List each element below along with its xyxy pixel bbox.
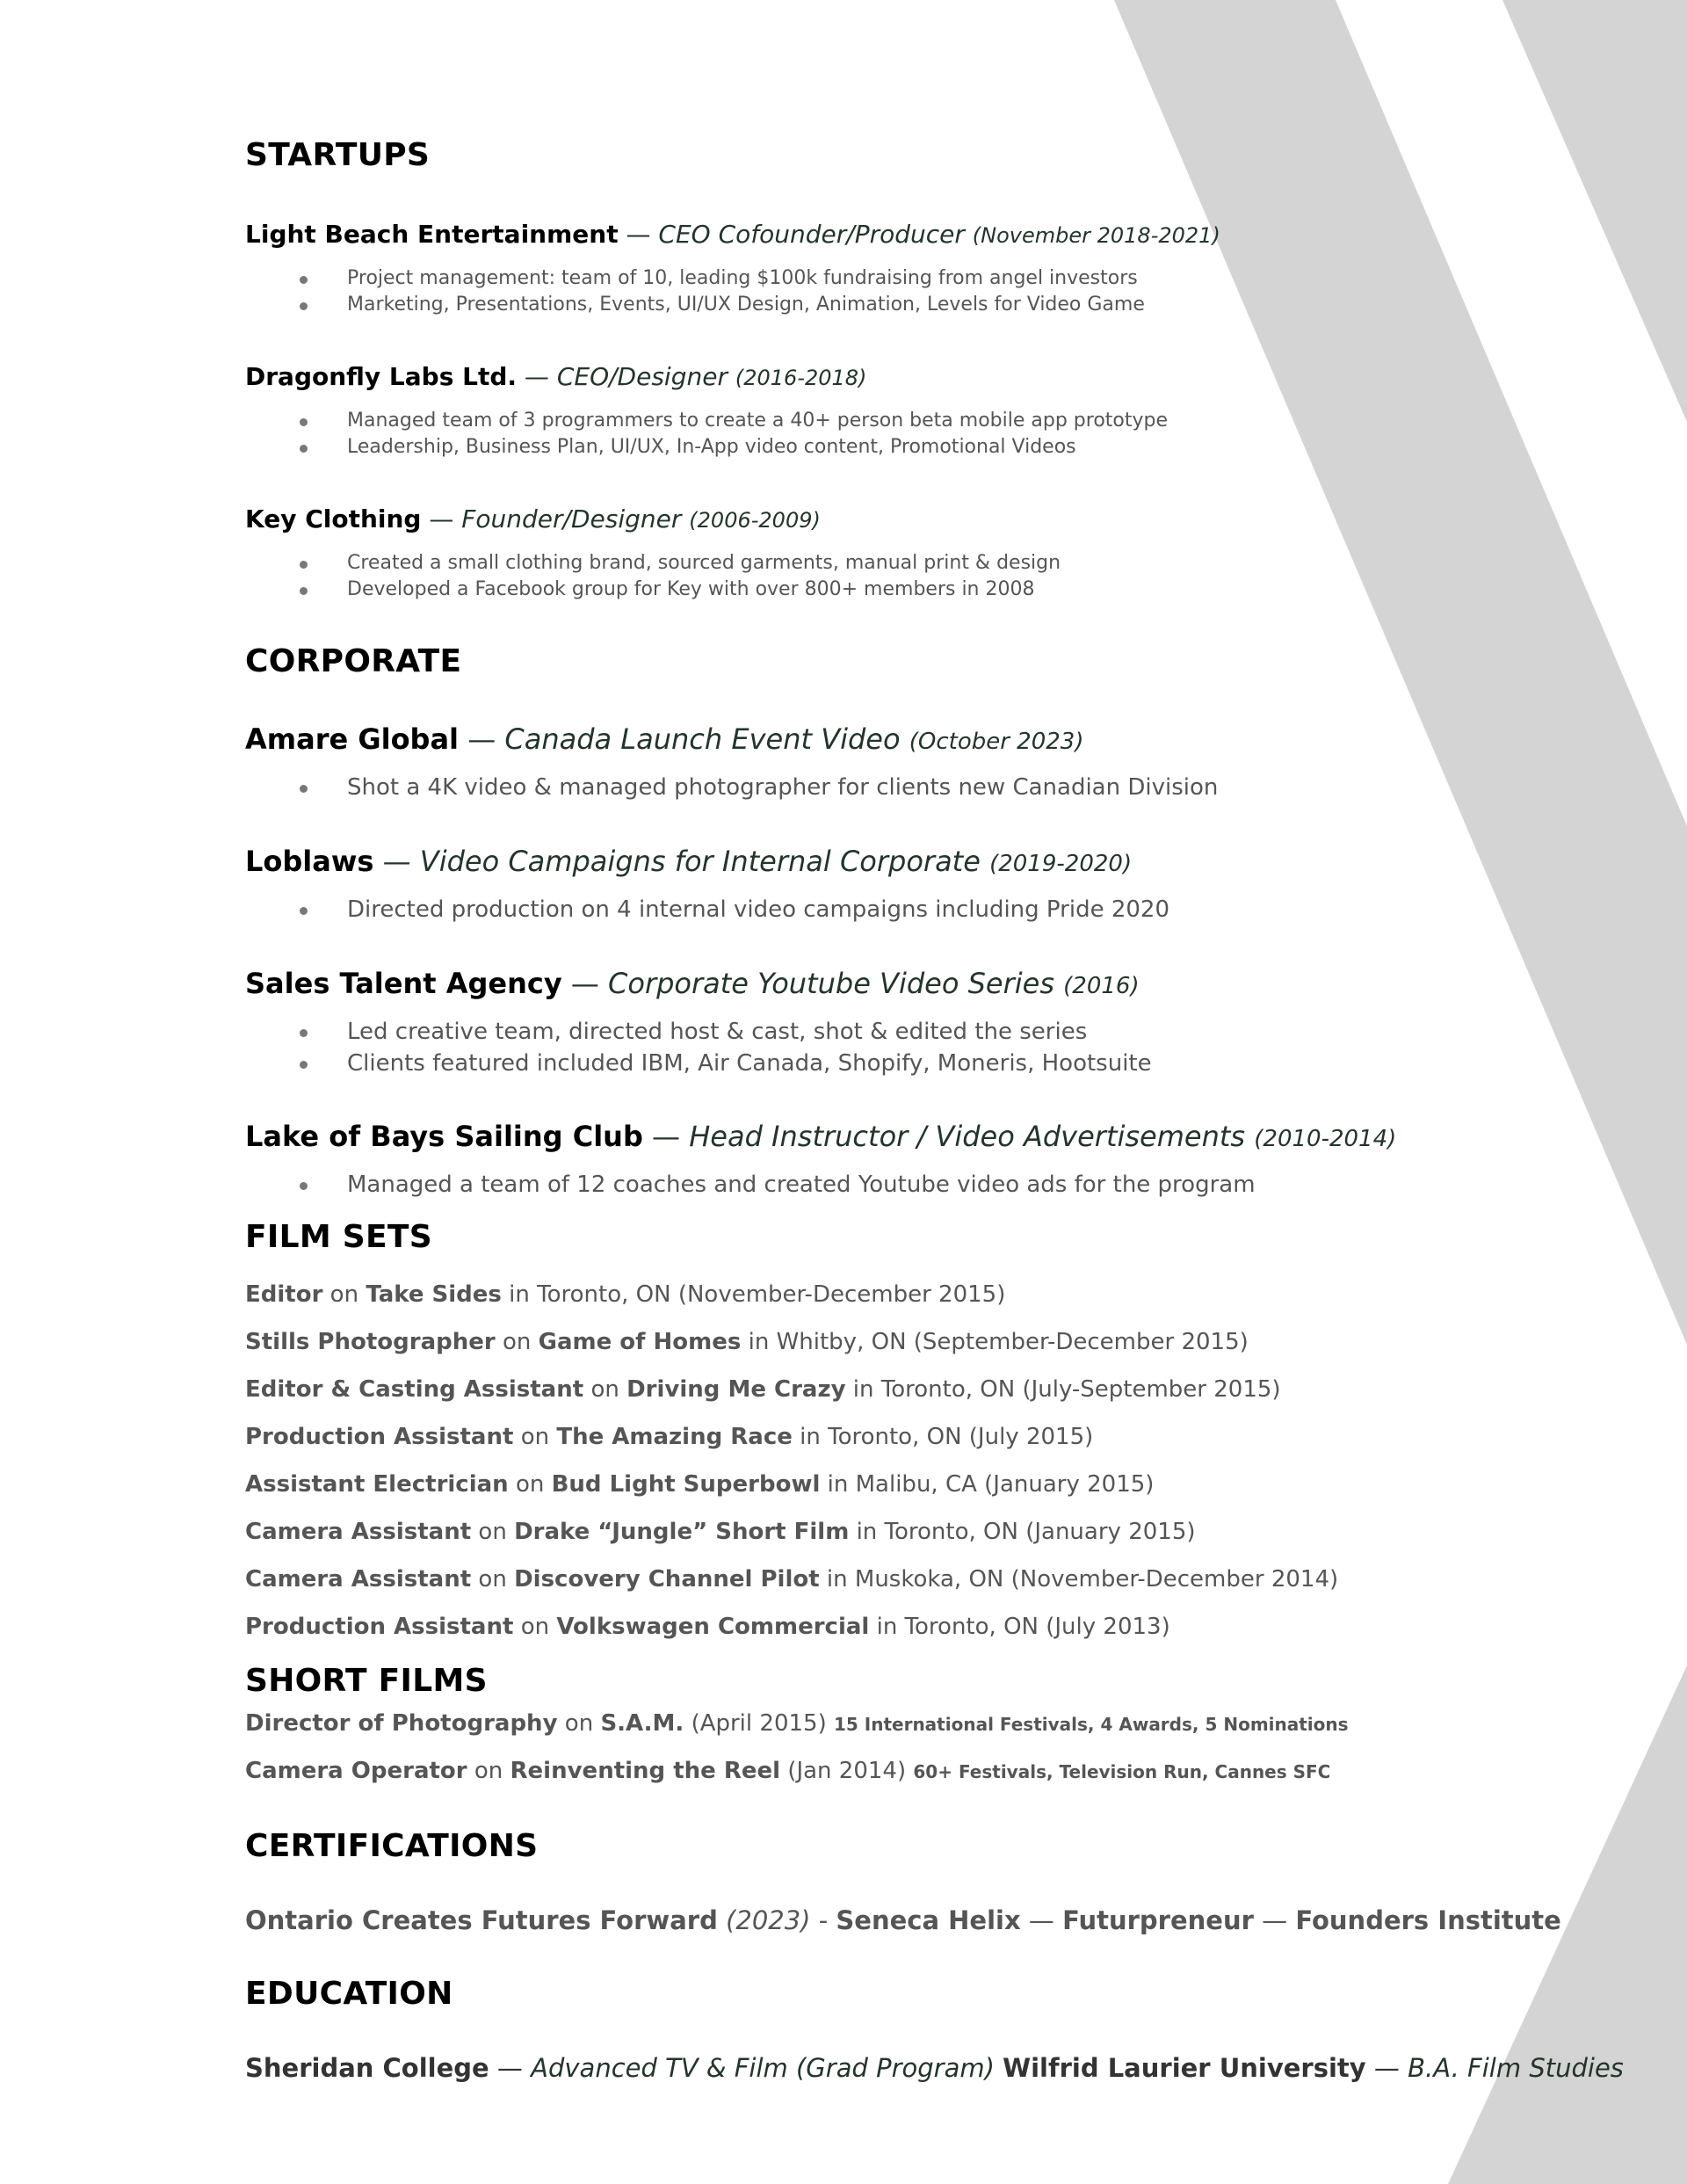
job-role: Canada Launch Event Video (504, 722, 901, 756)
credit-details: in Malibu, CA (January 2015) (827, 1471, 1155, 1498)
credit-details: in Whitby, ON (September-December 2015) (748, 1329, 1249, 1355)
credit-role: Editor (245, 1281, 323, 1308)
job-heading (245, 967, 1140, 1000)
section-title-corporate: CORPORATE (245, 643, 462, 679)
company-name: Amare Global (245, 722, 460, 756)
credit-on: on (474, 1758, 503, 1784)
bullet-item: Managed team of 3 programmers to create a 40+ person beta mobile app prototype (245, 408, 1168, 434)
section-title-film-sets: FILM SETS (245, 1219, 432, 1255)
credit-project: Take Sides (366, 1281, 502, 1308)
job-date: (2016) (1063, 973, 1140, 999)
film-credit (245, 1519, 1196, 1545)
job-role: CEO Cofounder/Producer (658, 220, 965, 249)
dash: — (1262, 1905, 1288, 1935)
cert-name: Ontario Creates Futures Forward (245, 1905, 718, 1935)
job-role: Corporate Youtube Video Series (608, 967, 1054, 1000)
credit-details: in Toronto, ON (July 2013) (876, 1614, 1170, 1640)
film-credit (245, 1281, 1005, 1308)
job-heading (245, 504, 821, 533)
credit-role: Editor & Casting Assistant (245, 1376, 584, 1403)
bullet-item: Project management: team of 10, leading $100k fundraising from angel investors (245, 265, 1145, 292)
credit-role: Director of Photography (245, 1710, 558, 1737)
film-credit (245, 1614, 1170, 1640)
section-title-certifications: CERTIFICATIONS (245, 1828, 539, 1864)
credit-awards: 60+ Festivals, Television Run, Cannes SFC (913, 1761, 1331, 1782)
credit-role: Camera Assistant (245, 1566, 472, 1593)
credit-project: Game of Homes (538, 1329, 742, 1355)
credit-details: (April 2015) (691, 1710, 827, 1737)
credit-details: in Toronto, ON (July 2015) (800, 1424, 1094, 1450)
film-credit (245, 1376, 1281, 1403)
bullet-list (245, 265, 1145, 318)
bullet-list (245, 894, 1169, 925)
cert-year: (2023) (726, 1905, 811, 1935)
dash: — (626, 220, 651, 249)
certifications-line (245, 1905, 1561, 1935)
company-name: Dragonfly Labs Ltd. (245, 362, 518, 391)
credit-role: Stills Photographer (245, 1329, 496, 1355)
credit-project: The Amazing Race (556, 1424, 793, 1450)
credit-project: Volkswagen Commercial (556, 1614, 870, 1640)
credit-role: Assistant Electrician (245, 1471, 509, 1498)
dash: — (429, 504, 454, 533)
film-credit (245, 1566, 1338, 1593)
credit-on: on (329, 1281, 359, 1308)
credit-on: on (478, 1519, 507, 1545)
bullet-item: Clients featured included IBM, Air Canada, Shopify, Moneris, Hootsuite (245, 1048, 1152, 1079)
credit-details: in Toronto, ON (July-September 2015) (852, 1376, 1281, 1403)
job-date: (November 2018-2021) (972, 223, 1220, 248)
credit-project: S.A.M. (600, 1710, 684, 1737)
program-name: Advanced TV & Film (Grad Program) (531, 2053, 995, 2083)
bullet-item: Managed a team of 12 coaches and created Youtube video ads for the program (245, 1169, 1256, 1201)
program-name: B.A. Film Studies (1408, 2053, 1624, 2083)
company-name: Sales Talent Agency (245, 967, 562, 1000)
credit-on: on (520, 1424, 550, 1450)
credit-project: Drake “Jungle” Short Film (514, 1519, 850, 1545)
credit-project: Reinventing the Reel (510, 1758, 781, 1784)
dash: — (1028, 1905, 1054, 1935)
bullet-list (245, 550, 1061, 603)
bullet-item: Shot a 4K video & managed photographer for clients new Canadian Division (245, 772, 1218, 803)
separator: - (818, 1905, 829, 1935)
job-heading (245, 362, 866, 391)
job-heading (245, 220, 1220, 249)
company-name: Loblaws (245, 845, 374, 878)
bullet-item: Marketing, Presentations, Events, UI/UX Design, Animation, Levels for Video Game (245, 292, 1145, 318)
bullet-item: Led creative team, directed host & cast, shot & edited the series (245, 1016, 1152, 1048)
credit-on: on (502, 1329, 532, 1355)
credit-role: Camera Assistant (245, 1519, 472, 1545)
section-title-startups: STARTUPS (245, 137, 431, 173)
dash: — (524, 362, 549, 391)
bullet-list (245, 1169, 1256, 1201)
job-heading (245, 722, 1084, 756)
job-role: Head Instructor / Video Advertisements (689, 1120, 1246, 1153)
credit-role: Production Assistant (245, 1424, 514, 1450)
credit-on: on (515, 1471, 545, 1498)
bullet-item: Developed a Facebook group for Key with over 800+ members in 2008 (245, 577, 1061, 603)
job-date: (October 2023) (909, 729, 1084, 755)
short-film-credit (245, 1710, 1349, 1737)
job-date: (2019-2020) (989, 851, 1133, 877)
job-date: (2010-2014) (1254, 1126, 1397, 1152)
credit-role: Camera Operator (245, 1758, 467, 1784)
short-film-credit (245, 1758, 1330, 1784)
dash: — (570, 967, 599, 1000)
job-role: Founder/Designer (461, 504, 682, 533)
bullet-list (245, 772, 1218, 803)
section-title-education: EDUCATION (245, 1976, 453, 2012)
education-line (245, 2053, 1624, 2083)
credit-details: in Toronto, ON (November-December 2015) (509, 1281, 1006, 1308)
dash: — (467, 722, 496, 756)
credit-project: Driving Me Crazy (626, 1376, 846, 1403)
job-role: Video Campaigns for Internal Corporate (419, 845, 981, 878)
cert-name: Founders Institute (1295, 1905, 1561, 1935)
dash: — (382, 845, 411, 878)
film-credit (245, 1424, 1093, 1450)
dash: — (496, 2053, 523, 2083)
dash: — (652, 1120, 681, 1153)
bullet-list (245, 1016, 1152, 1079)
section-title-short-films: SHORT FILMS (245, 1663, 488, 1699)
bullet-item: Directed production on 4 internal video campaigns including Pride 2020 (245, 894, 1169, 925)
credit-awards: 15 International Festivals, 4 Awards, 5 Nominations (833, 1714, 1349, 1735)
dash: — (1373, 2053, 1400, 2083)
bullet-item: Leadership, Business Plan, UI/UX, In-App video content, Promotional Videos (245, 434, 1168, 461)
credit-details: in Muskoka, ON (November-December 2014) (826, 1566, 1339, 1593)
cert-name: Seneca Helix (836, 1905, 1021, 1935)
job-date: (2006-2009) (689, 508, 821, 533)
company-name: Light Beach Entertainment (245, 220, 619, 249)
credit-on: on (520, 1614, 550, 1640)
credit-project: Bud Light Superbowl (551, 1471, 821, 1498)
job-heading (245, 845, 1132, 878)
cert-name: Futurpreneur (1062, 1905, 1254, 1935)
school-name: Wilfrid Laurier University (1003, 2053, 1366, 2083)
credit-details: in Toronto, ON (January 2015) (856, 1519, 1196, 1545)
job-role: CEO/Designer (556, 362, 728, 391)
credit-details: (Jan 2014) (787, 1758, 907, 1784)
job-date: (2016-2018) (735, 366, 867, 390)
bullet-list (245, 408, 1168, 461)
film-credit (245, 1329, 1249, 1355)
job-heading (245, 1120, 1396, 1153)
credit-on: on (478, 1566, 507, 1593)
credit-project: Discovery Channel Pilot (514, 1566, 820, 1593)
school-name: Sheridan College (245, 2053, 489, 2083)
bullet-item: Created a small clothing brand, sourced garments, manual print & design (245, 550, 1061, 577)
company-name: Lake of Bays Sailing Club (245, 1120, 643, 1153)
company-name: Key Clothing (245, 504, 422, 533)
credit-on: on (590, 1376, 619, 1403)
film-credit (245, 1471, 1154, 1498)
credit-on: on (564, 1710, 594, 1737)
credit-role: Production Assistant (245, 1614, 514, 1640)
